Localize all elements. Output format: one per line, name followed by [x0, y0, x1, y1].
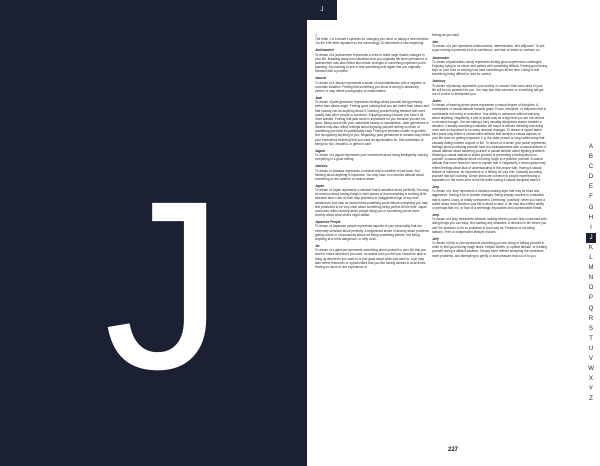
entry-body: To dream of a jaw represents stubbornness, determination, and willpower. To see a jaw moving represents a lot of confidence, and lack of desire to continue on. — [432, 44, 545, 53]
dictionary-entry — [432, 237, 547, 258]
entry-title: Jaw — [432, 40, 438, 45]
dictionary-entry — [432, 99, 547, 182]
alphabet-letter-s[interactable]: S — [588, 324, 594, 332]
entry-body: To dream of a Jeep represents a decision-making style that may be blunt and aggressive. Having a lot of sudden changes. Being sharply reactive in a situation that is varied, crazy, or totally unexpected. Deflecting "positivity" when you have a subtle about most direction your life is about to take. A Jet may also reflect ability or perhaps that it is, or flow of a seemingly impossible and unpredictable threat. — [432, 189, 546, 210]
entry-title: Jealousy — [432, 79, 446, 84]
alphabet-letter-b[interactable]: B — [588, 153, 594, 161]
alphabet-letter-r[interactable]: R — [588, 314, 594, 322]
entry-body: To dream of a jeep represents decision making where you are only concerned with doing things you can easy. Not wanting any obstacles. A direction in life where you can't be stubborn to do so problems in such way as. Freedom or not liking stations. Free or independent lifestyle choices. — [432, 217, 547, 234]
entry-title: Jeans — [432, 99, 441, 104]
entry-body: To dream of jelly or jam represents something you are doing or talking yourself in order to feel good during tough times. Helpful beliefs, or upbeat attitude, or treating yourself during a difficult situation. Deeply more reflects accepting the conditions more problems, and attempting to gently or lose pleasure that out of to you. — [432, 241, 547, 258]
header-letter-tab: J — [307, 0, 337, 20]
alphabet-letter-n[interactable]: N — [588, 274, 594, 282]
page-number: 227 — [447, 447, 458, 453]
entry-body: To dream of jealousy represents your anxiety or concern that some area of your life will be too powerful for you. You may fear that someone or something will get out of control or embarrass you. — [432, 83, 544, 96]
alphabet-letter-u[interactable]: U — [588, 344, 594, 352]
alphabet-letter-z[interactable]: Z — [589, 395, 593, 403]
dictionary-entry — [432, 56, 547, 77]
alphabet-letter-h[interactable]: H — [588, 213, 594, 221]
alphabet-letter-i[interactable]: I — [590, 223, 592, 231]
alphabet-letter-q[interactable]: Q — [588, 304, 594, 312]
alphabet-letter-o[interactable]: O — [588, 284, 594, 292]
entry-title: Jaguar — [315, 148, 326, 153]
entry-title: Jamaica — [315, 164, 328, 169]
alphabet-letter-x[interactable]: X — [588, 375, 594, 383]
alphabet-letter-v[interactable]: V — [588, 354, 594, 362]
dictionary-entry — [315, 96, 430, 146]
entry-title: Japan — [315, 184, 325, 188]
column-intro: J The letter J is a dream's symbols for changing you mind, or taking a new direction. J is the 10th letter alphabet so the numerology 10 represents a new beginning. — [315, 33, 430, 46]
dictionary-entry — [315, 164, 430, 181]
entry-body: To dream of jawbreaker candy represents finding good experiences challenges. Enjoying trying to be clever and patient with something difficult. Feeling good being kept on your toes or noticing how hard something is all the time. Liking to feel something being difficult to lead for control. — [432, 59, 547, 77]
chapter-letter: J — [104, 151, 224, 419]
dictionary-entry — [315, 48, 430, 73]
alphabet-letter-g[interactable]: G — [588, 203, 594, 211]
alphabet-letter-e[interactable]: E — [588, 183, 594, 191]
entry-title: Jawbreaker — [432, 55, 450, 60]
entry-body: To dream of a jackhammer represents a need to make large drastic changes in your life. Breaking away from situations that you originally felt were permanent. A jackhammer may also reflect last minute changes to something important you're planning. Not wanting to see or feel something ever again that you originally followed with a problem. — [315, 52, 428, 74]
alphabet-letter-l[interactable]: L — [589, 254, 593, 262]
dictionary-entry — [432, 185, 547, 210]
alphabet-letter-y[interactable]: Y — [588, 385, 594, 393]
alphabet-letter-p[interactable]: P — [588, 294, 594, 302]
entry-title: Jeep — [432, 213, 440, 218]
alphabet-letter-f[interactable]: F — [589, 193, 593, 201]
alphabet-index — [586, 142, 596, 404]
entry-body: To dream of a glass jar represents something about yourself or your life that you want to notice whenever you want. As assets that you feel you should be able to bring up whenever you want to or feel good about when you want to. A jar may also reflect resources or opportunities that you like having access to at all times. Having so much of one experience or — [315, 248, 427, 269]
dictionary-entry — [432, 213, 547, 234]
entry-body: To dream of jade gemstone represents feelings about yourself being perfectly better than others might. Feeling good noticing that you are better than others and that nobody can do anything about it. Noticing yourself being blessed with more quality than other people or someone. Enjoying having it known you have it all more wanted. Feeling that jade stone is impossible for you because you are too good. Being bored with your noticeable beauty or specialness. Jade gemstones in dreams may also reflect feelings about enjoying yourself seeing so much of something you think it's pathetically easy. Feeling of enemies unable to get faith. Not recognizing anything to you. Negatively, jade gemstones in dreams may reflect your experience believing that you have an appreciation for. Self-admiration of being too rich, beautiful, or gifted to care. — [315, 100, 430, 146]
alphabet-letter-j[interactable]: J — [586, 233, 596, 243]
entry-title: Jar — [315, 244, 320, 249]
alphabet-letter-c[interactable]: C — [588, 163, 594, 171]
dictionary-entry — [315, 244, 430, 269]
dictionary-entry — [315, 184, 430, 217]
entry-title: Jackhammer — [315, 48, 335, 53]
dictionary-entry — [432, 40, 547, 52]
entry-body: To dream of a Jacuzzi represents a sense of total satisfaction with a negative or uncertain situation. Feeling that something you know is wrong is absolutely perfect. It may reflect pornography or masturbation. — [315, 80, 426, 93]
text-column-1 — [315, 33, 430, 269]
entry-title: Jelly — [432, 236, 439, 241]
entry-title: Jeep — [432, 185, 440, 190]
text-column-2 — [432, 33, 547, 258]
entry-title: Jacuzzi — [315, 76, 327, 81]
dictionary-entry — [432, 79, 547, 96]
entry-body: To dream of wearing denim jeans represents a casual degree of discipline. A comfortable or casual attitude towards goals. Focus, discipline, or willpower that is comfortable not overly to overrated. Your ability to persevere without worrying about anything. Negatively, a pair of jeans may be a sign that you are not serious or focused enough. You are taking a very casually disciplined stance towards a situation. Casually accepting a situation the way it is without believing that doing more was so important to so many demand changes. To dream of ripped faded blue jeans may reflect a conservative attitude that accepts a casual aspects of your life once for getting important, e.g. the older person or long habits being that casually dating matters anyone or life. To dream of a denim your jacket represents feelings about protecting yourself from an unpleasantness with a casual attitude. A casual attitude about asserting yourself. A casual attitude about fighting problems. Wearing a casual attitude to shield yourself or preventing a feeling about on yourself. A casual attitude about not being tough to a problem yourself. A casual attitude that never feels the need to explain that it. Negatively, a denim jacket may reflect feelings about lack of understanding of the people with. Having a casual feature of someone, an experience or a feeling for your line. Casually sounding yourself that isn't working. Denim jeans are common to people experiencing a separation in the some area of the life while having a casual discipline about it. — [432, 103, 547, 182]
alphabet-letter-w[interactable]: W — [588, 365, 594, 373]
column-intro: feeling as you want. — [432, 33, 460, 37]
alphabet-letter-m[interactable]: M — [588, 264, 594, 272]
alphabet-letter-d[interactable]: D — [588, 173, 594, 181]
dictionary-entry — [315, 76, 430, 93]
alphabet-letter-k[interactable]: K — [588, 243, 594, 251]
entry-body: To dream of Jamaica represents a mindset that is carefree or laid back. Not thinking about anything is important. You may have a no-worries attitude about something or are carefree to various about. — [315, 168, 424, 181]
entry-title: Japanese People — [315, 220, 341, 225]
entry-body: To dream of a jaguar represents your excitement about being intelligently noticing everything in a good setting. — [315, 153, 428, 162]
dictionary-entry — [315, 149, 430, 161]
entry-body: To dream of Japanese people represents aspects of your personality that are extremely sensitive about perfectly. A heightened sense of anxiety about problems getting worse or nervousness about not being something perfect. Not being anything at is feels dangerous, or dirty at all. — [315, 224, 429, 241]
entry-title: Jade — [315, 96, 323, 101]
alphabet-letter-t[interactable]: T — [589, 334, 593, 342]
alphabet-letter-a[interactable]: A — [588, 143, 594, 150]
entry-body: To dream of Japan represents a mindset that is sensitive about perfectly. You may be nervous about having things in their places or that everything is working at its absolute best. Lack of work may problems or exaggerated sign of any kind whatsoever and may be worried that something could disturb everything you may feel pressured to be very clear about something being perfect all the time. Japan could also reflect anxiety about people liking you or something you've done. Anxiety about what others might dislike. — [315, 188, 429, 218]
dictionary-entry — [315, 220, 430, 241]
